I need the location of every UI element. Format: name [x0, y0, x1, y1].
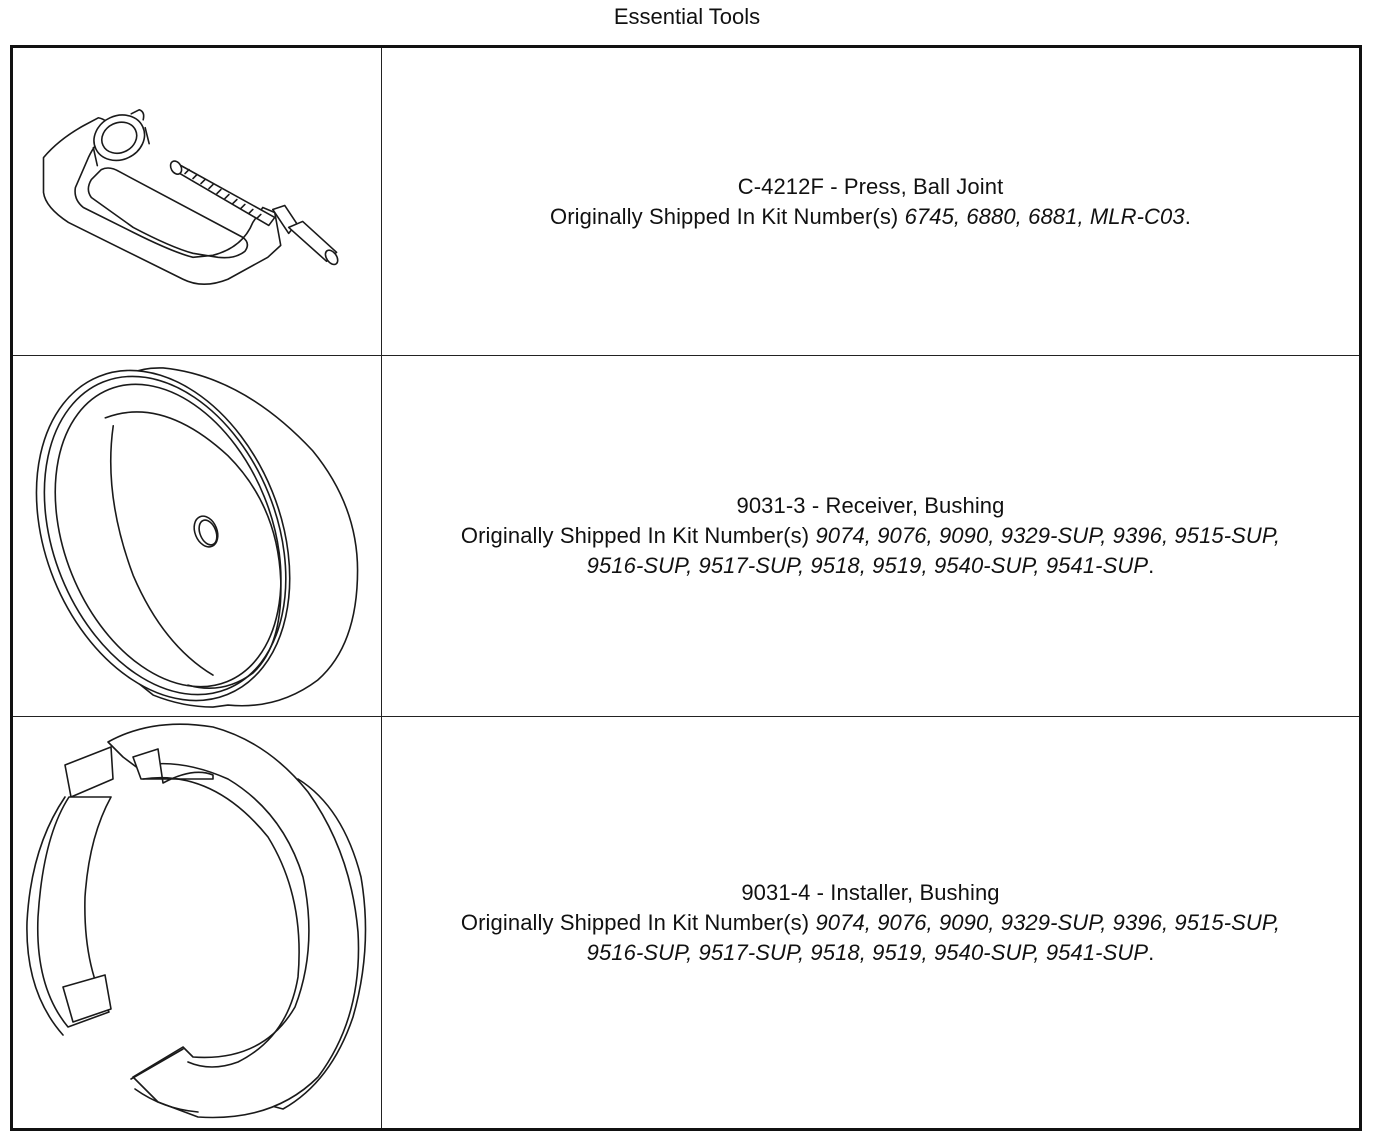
kit-prefix: Originally Shipped In Kit Number(s) — [550, 203, 899, 229]
kit-numbers: 9074, 9076, 9090, 9329-SUP, 9396, 9515-SUP, — [815, 909, 1281, 935]
tool-row — [13, 717, 1359, 1128]
tools-table — [10, 45, 1362, 1131]
tool-name: 9031-4 - Installer, Bushing — [741, 879, 1000, 905]
kit-numbers: 6745, 6880, 6881, MLR-C03 — [904, 203, 1185, 229]
bushing-installer-icon — [13, 717, 382, 1128]
kit-numbers: 9074, 9076, 9090, 9329-SUP, 9396, 9515-SUP, — [815, 523, 1281, 548]
tool-kits — [391, 521, 1351, 551]
tool-kits-continued: 9516-SUP, 9517-SUP, 9518, 9519, 9540-SUP, 9541-SUP. — [586, 939, 1155, 965]
tool-kits-continued: 9516-SUP, 9517-SUP, 9518, 9519, 9540-SUP, 9541-SUP. — [586, 553, 1155, 578]
kit-numbers: 9516-SUP, 9517-SUP, 9518, 9519, 9540-SUP, 9541-SUP — [586, 939, 1149, 965]
tool-description-cell — [382, 356, 1359, 716]
tool-description-cell — [382, 717, 1359, 1128]
tool-row — [13, 356, 1359, 717]
tool-name: C-4212F - Press, Ball Joint — [737, 173, 1004, 199]
kit-prefix: Originally Shipped In Kit Number(s) — [460, 909, 810, 935]
bushing-receiver-icon — [13, 356, 382, 716]
kit-numbers: 9516-SUP, 9517-SUP, 9518, 9519, 9540-SUP, 9541-SUP — [586, 553, 1149, 578]
kit-prefix: Originally Shipped In Kit Number(s) — [460, 523, 810, 548]
tool-name: 9031-3 - Receiver, Bushing — [736, 493, 1005, 518]
tool-image-cell — [13, 356, 382, 716]
ball-joint-press-icon — [13, 48, 382, 355]
tool-row — [13, 48, 1359, 356]
tool-description-cell — [382, 48, 1359, 355]
tool-description — [391, 878, 1351, 968]
tool-description — [391, 491, 1351, 581]
page-title: Essential Tools — [613, 4, 761, 29]
tool-description — [391, 172, 1351, 232]
tool-image-cell — [13, 48, 382, 355]
tool-kits — [391, 908, 1351, 938]
tool-kits: Originally Shipped In Kit Number(s) 6745, 6880, 6881, MLR-C03. — [550, 203, 1191, 229]
tool-image-cell — [13, 717, 382, 1128]
